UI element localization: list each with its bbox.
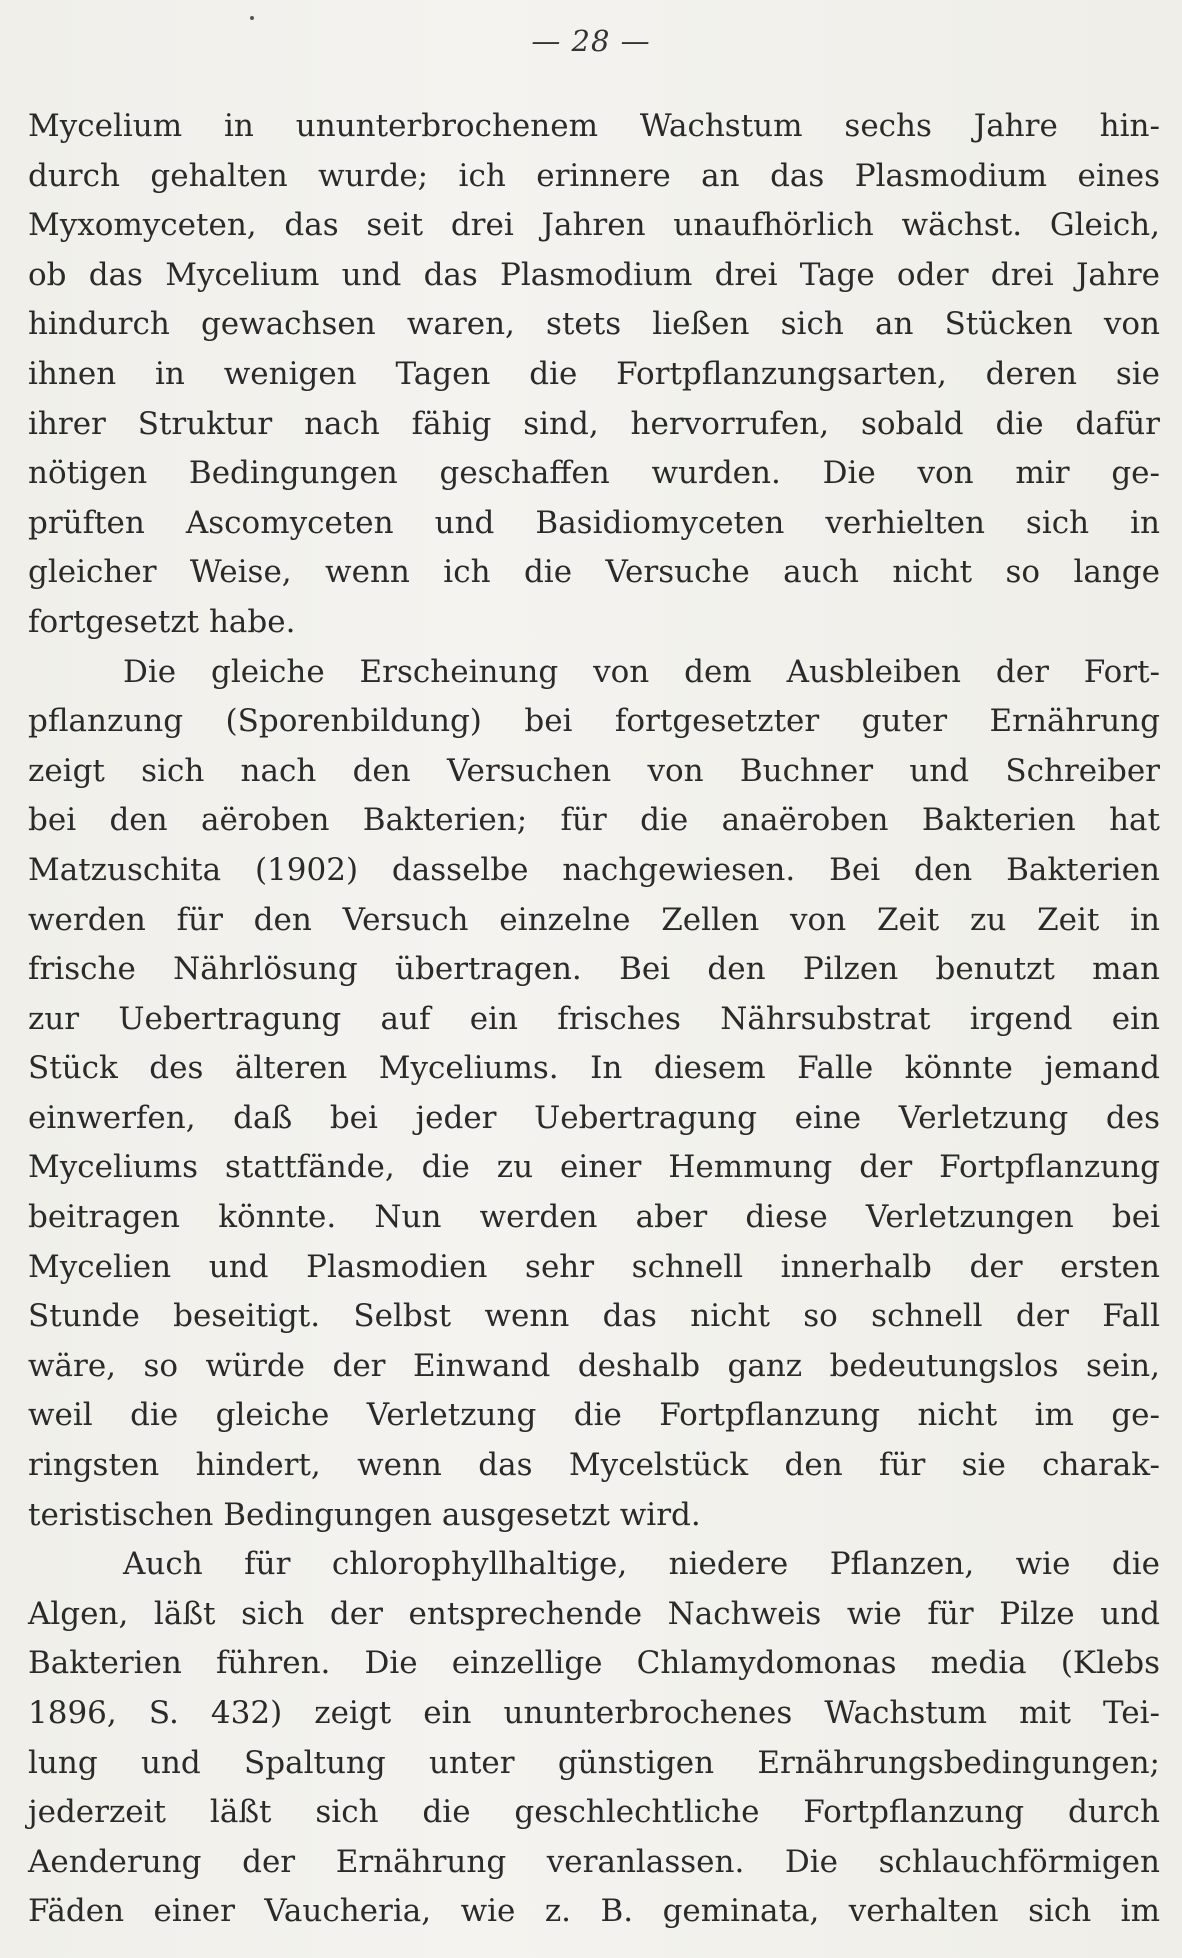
text-line: Auch für chlorophyllhaltige, niedere Pflanzen, wie die: [123, 1546, 1160, 1583]
text-line: Mycelien und Plasmodien sehr schnell innerhalb der ersten: [28, 1248, 1160, 1285]
text-line: jederzeit läßt sich die geschlechtliche Fortpflanzung durch: [28, 1794, 1160, 1831]
text-line: ringsten hindert, wenn das Mycelstück den für sie charak-: [28, 1447, 1160, 1484]
text-line: 1896, S. 432) zeigt ein ununterbrochenes Wachstum mit Tei-: [28, 1695, 1160, 1731]
text-line: bei den aëroben Bakterien; für die anaëroben Bakterien hat: [28, 802, 1160, 839]
paragraph-3: [28, 1540, 1160, 1937]
text-line: zeigt sich nach den Versuchen von Buchner und Schreiber: [28, 752, 1160, 789]
text-line: lung und Spaltung unter günstigen Ernährungsbedingungen;: [28, 1744, 1160, 1781]
text-line: Myxomyceten, das seit drei Jahren unaufhörlich wächst. Gleich,: [28, 207, 1160, 244]
text-line: Fäden einer Vaucheria, wie z. B. geminata, verhalten sich im: [28, 1893, 1160, 1930]
text-line: frische Nährlösung übertragen. Bei den Pilzen benutzt man: [28, 951, 1160, 988]
text-line: durch gehalten wurde; ich erinnere an das Plasmodium eines: [28, 157, 1160, 194]
print-speck: [250, 16, 254, 20]
text-line: Stunde beseitigt. Selbst wenn das nicht so schnell der Fall: [28, 1298, 1160, 1335]
text-line: Bakterien führen. Die einzellige Chlamydomonas media (Klebs: [28, 1645, 1160, 1682]
text-line: Die gleiche Erscheinung von dem Ausbleiben der Fort-: [123, 653, 1160, 690]
text-line: fortgesetzt habe.: [28, 603, 296, 640]
text-line: wäre, so würde der Einwand deshalb ganz bedeutungslos sein,: [28, 1347, 1160, 1384]
text-line: ob das Mycelium und das Plasmodium drei Tage oder drei Jahre: [28, 256, 1160, 293]
text-line: Stück des älteren Myceliums. In diesem Falle könnte jemand: [28, 1050, 1160, 1087]
text-line: weil die gleiche Verletzung die Fortpflanzung nicht im ge-: [28, 1397, 1160, 1434]
text-line: Algen, läßt sich der entsprechende Nachweis wie für Pilze und: [28, 1595, 1160, 1632]
text-line: Aenderung der Ernährung veranlassen. Die schlauchförmigen: [28, 1843, 1160, 1880]
text-line: beitragen könnte. Nun werden aber diese Verletzungen bei: [28, 1199, 1160, 1236]
text-line: ihnen in wenigen Tagen die Fortpflanzungsarten, deren sie: [28, 355, 1160, 392]
text-line: Myceliums stattfände, die zu einer Hemmung der Fortpflanzung: [28, 1149, 1160, 1186]
page-number: — 28 —: [531, 24, 651, 58]
paragraph-2: [28, 648, 1160, 1541]
text-line: prüften Ascomyceten und Basidiomyceten verhielten sich in: [28, 504, 1160, 541]
text-line: Matzuschita (1902) dasselbe nachgewiesen. Bei den Bakterien: [28, 851, 1160, 888]
text-line: werden für den Versuch einzelne Zellen von Zeit zu Zeit in: [28, 901, 1160, 938]
text-line: nötigen Bedingungen geschaffen wurden. Die von mir ge-: [28, 455, 1160, 492]
text-line: einwerfen, daß bei jeder Uebertragung eine Verletzung des: [28, 1099, 1160, 1136]
text-line: Mycelium in ununterbrochenem Wachstum sechs Jahre hin-: [28, 108, 1160, 144]
text-line: ihrer Struktur nach fähig sind, hervorrufen, sobald die dafür: [28, 405, 1160, 442]
text-line: gleicher Weise, wenn ich die Versuche auch nicht so lange: [28, 554, 1160, 591]
text-line: hindurch gewachsen waren, stets ließen sich an Stücken von: [28, 306, 1160, 343]
paragraph-1: [28, 102, 1160, 648]
text-line: zur Uebertragung auf ein frisches Nährsubstrat irgend ein: [28, 1000, 1160, 1037]
body-text: [28, 102, 1160, 1937]
text-line: teristischen Bedingungen ausgesetzt wird.: [28, 1496, 701, 1533]
text-line: pflanzung (Sporenbildung) bei fortgesetzter guter Ernährung: [28, 703, 1160, 740]
